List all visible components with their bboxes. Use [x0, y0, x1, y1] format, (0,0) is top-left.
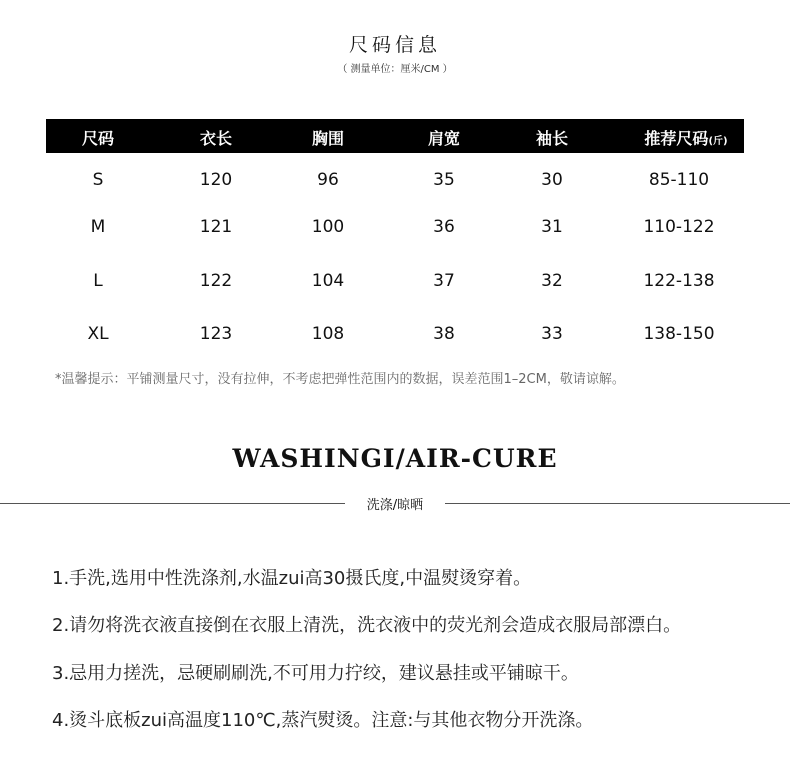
cell-shoulder: 38: [433, 324, 455, 344]
header-recommended-unit: (斤): [708, 136, 728, 147]
size-table: [46, 119, 744, 344]
cell-sleeve: 31: [541, 217, 563, 237]
header-length: 衣长: [199, 129, 233, 148]
header-size: 尺码: [81, 129, 115, 148]
cell-sleeve: 33: [541, 324, 563, 344]
measurement-note: *温馨提示：平铺测量尺寸，没有拉伸，不考虑把弹性范围内的数据，误差范围1–2CM，敬请谅解。: [55, 372, 625, 387]
cell-size: L: [93, 271, 103, 291]
cell-chest: 100: [311, 217, 345, 237]
divider-label: 洗涤/晾晒: [345, 494, 445, 513]
cell-recommended: 138-150: [643, 324, 715, 344]
cell-sleeve: 30: [541, 170, 563, 190]
care-instruction: 3.忌用力搓洗，忌硬刷刷洗,不可用力拧绞，建议悬挂或平铺晾干。: [52, 663, 579, 684]
cell-shoulder: 37: [433, 271, 455, 291]
cell-shoulder: 36: [433, 217, 455, 237]
measurement-unit-subtitle: （ 测量单位：厘米/CM ）: [337, 64, 453, 75]
table-row: [46, 267, 744, 297]
cell-length: 120: [199, 170, 233, 190]
table-row: [46, 213, 744, 243]
cell-size: S: [92, 170, 104, 190]
care-instruction: 2.请勿将洗衣液直接倒在衣服上清洗，洗衣液中的荧光剂会造成衣服局部漂白。: [52, 615, 682, 636]
cell-chest: 104: [311, 271, 345, 291]
cell-recommended: 110-122: [643, 217, 715, 237]
cell-length: 122: [199, 271, 233, 291]
header-shoulder: 肩宽: [427, 129, 461, 148]
table-row: [46, 320, 744, 350]
cell-sleeve: 32: [541, 271, 563, 291]
header-recommended-size: 推荐尺码(斤): [644, 129, 728, 148]
cell-chest: 108: [311, 324, 345, 344]
cell-length: 121: [199, 217, 233, 237]
cell-length: 123: [199, 324, 233, 344]
care-instruction: 1.手洗,选用中性洗涤剂,水温zui高30摄氏度,中温熨烫穿着。: [52, 568, 532, 589]
cell-shoulder: 35: [433, 170, 455, 190]
cell-size: XL: [87, 324, 109, 344]
cell-size: M: [90, 217, 106, 237]
size-info-title: 尺码信息: [348, 34, 441, 56]
header-sleeve: 袖长: [535, 129, 569, 148]
care-instruction: 4.烫斗底板zui高温度110℃,蒸汽熨烫。注意:与其他衣物分开洗涤。: [52, 710, 594, 731]
cell-recommended: 122-138: [643, 271, 715, 291]
size-table-header: [46, 119, 744, 153]
cell-chest: 96: [317, 170, 339, 190]
cell-recommended: 85-110: [648, 170, 710, 190]
washing-section-title: WASHINGI/AIR-CURE: [232, 444, 558, 473]
table-row: [46, 166, 744, 196]
header-chest: 胸围: [311, 129, 345, 148]
